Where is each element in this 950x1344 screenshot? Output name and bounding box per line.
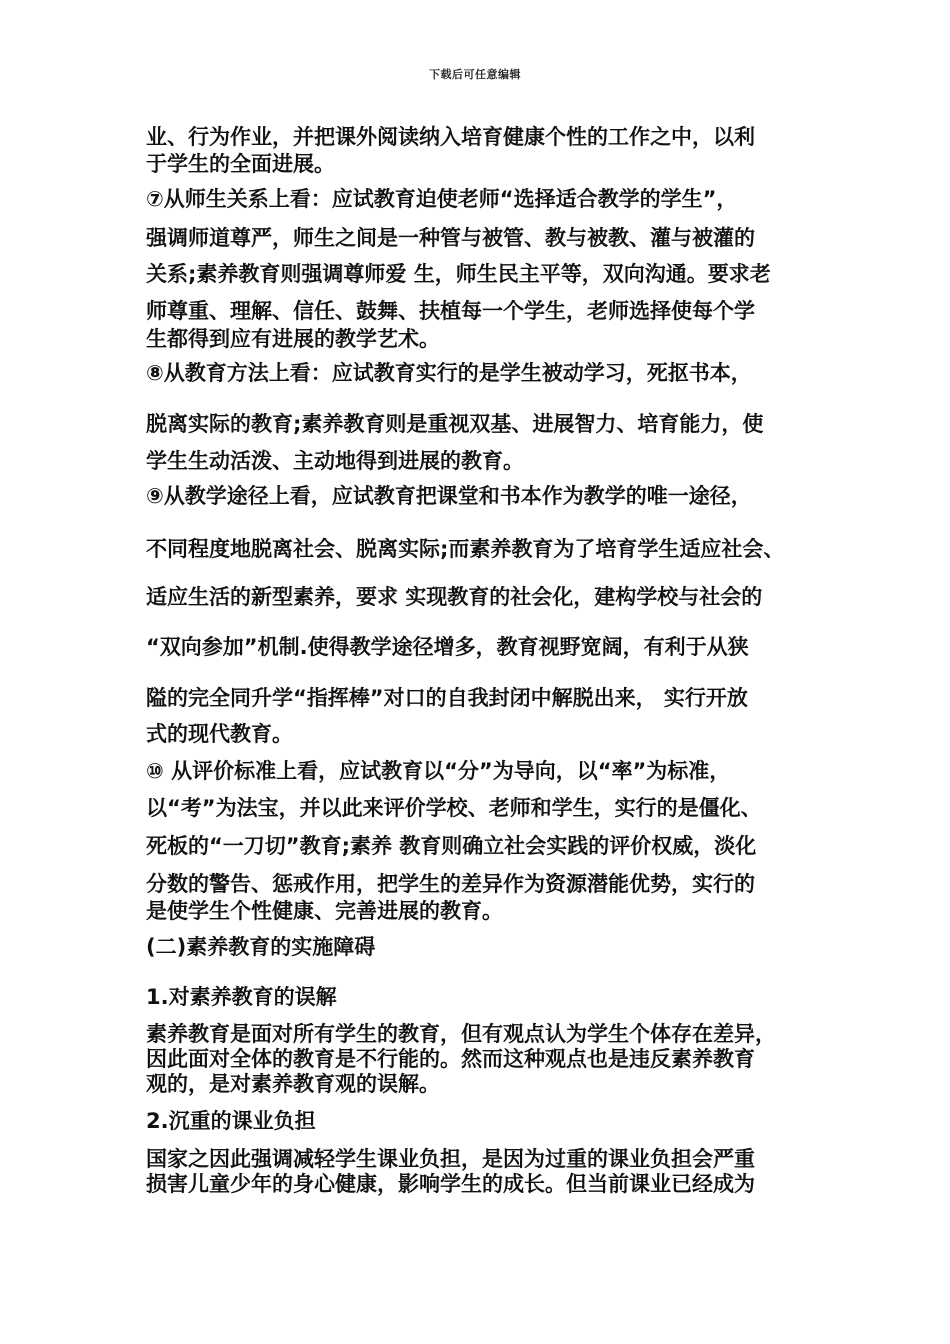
text-line: “双向参加”机制.使得教学途径增多，教育视野宽阔，有利于从狭 [146, 635, 749, 659]
section-heading: (二)素养教育的实施障碍 [146, 935, 376, 959]
text-line: ⑨从教学途径上看，应试教育把课堂和书本作为教学的唯一途径， [146, 484, 752, 508]
text-line: 以“考”为法宝，并以此来评价学校、老师和学生，实行的是僵化、 [146, 796, 762, 820]
text-line: 分数的警告、惩戒作用，把学生的差异作为资源潜能优势，实行的 [146, 872, 755, 896]
text-line: ⑧从教育方法上看：应试教育实行的是学生被动学习，死抠书本， [146, 361, 752, 385]
text-line: 因此面对全体的教育是不行能的。然而这种观点也是违反素养教育 [146, 1047, 755, 1071]
text-line: 国家之因此强调减轻学生课业负担，是因为过重的课业负担会严重 [146, 1147, 755, 1171]
subsection-heading: 1.对素养教育的误解 [146, 985, 337, 1009]
text-line: 强调师道尊严，师生之间是一种管与被管、教与被教、灌与被灌的 [146, 226, 755, 250]
text-line: 不同程度地脱离社会、脱离实际;而素养教育为了培育学生适应社会、 [146, 537, 785, 561]
subsection-heading: 2.沉重的课业负担 [146, 1109, 316, 1133]
text-line: 死板的“一刀切”教育;素养 教育则确立社会实践的评价权威，淡化 [146, 834, 757, 858]
text-line: 隘的完全同升学“指挥棒”对口的自我封闭中解脱出来， 实行开放 [146, 686, 748, 710]
text-line: 脱离实际的教育;素养教育则是重视双基、进展智力、培育能力，使 [146, 412, 764, 436]
text-line: 关系;素养教育则强调尊师爱 生，师生民主平等，双向沟通。要求老 [146, 262, 771, 286]
text-line: ⑦从师生关系上看：应试教育迫使老师“选择适合教学的学生”， [146, 187, 738, 211]
text-line: 业、行为作业，并把课外阅读纳入培育健康个性的工作之中，以利 [146, 125, 755, 149]
text-line: 式的现代教育。 [146, 722, 293, 746]
text-line: 学生生动活泼、主动地得到进展的教育。 [146, 449, 524, 473]
text-line: 于学生的全面进展。 [146, 152, 335, 176]
text-line: ⑩ 从评价标准上看，应试教育以“分”为导向，以“率”为标准， [146, 759, 731, 783]
text-line: 适应生活的新型素养，要求 实现教育的社会化，建构学校与社会的 [146, 585, 763, 609]
text-line: 观的，是对素养教育观的误解。 [146, 1072, 440, 1096]
text-line: 素养教育是面对所有学生的教育，但有观点认为学生个体存在差异， [146, 1022, 776, 1046]
text-line: 是使学生个性健康、完善进展的教育。 [146, 899, 503, 923]
text-line: 师尊重、理解、信任、鼓舞、扶植每一个学生，老师选择使每个学 [146, 299, 755, 323]
text-line: 生都得到应有进展的教学艺术。 [146, 327, 440, 351]
page-header: 下载后可任意编辑 [429, 68, 521, 81]
text-line: 损害儿童少年的身心健康，影响学生的成长。但当前课业已经成为 [146, 1172, 755, 1196]
